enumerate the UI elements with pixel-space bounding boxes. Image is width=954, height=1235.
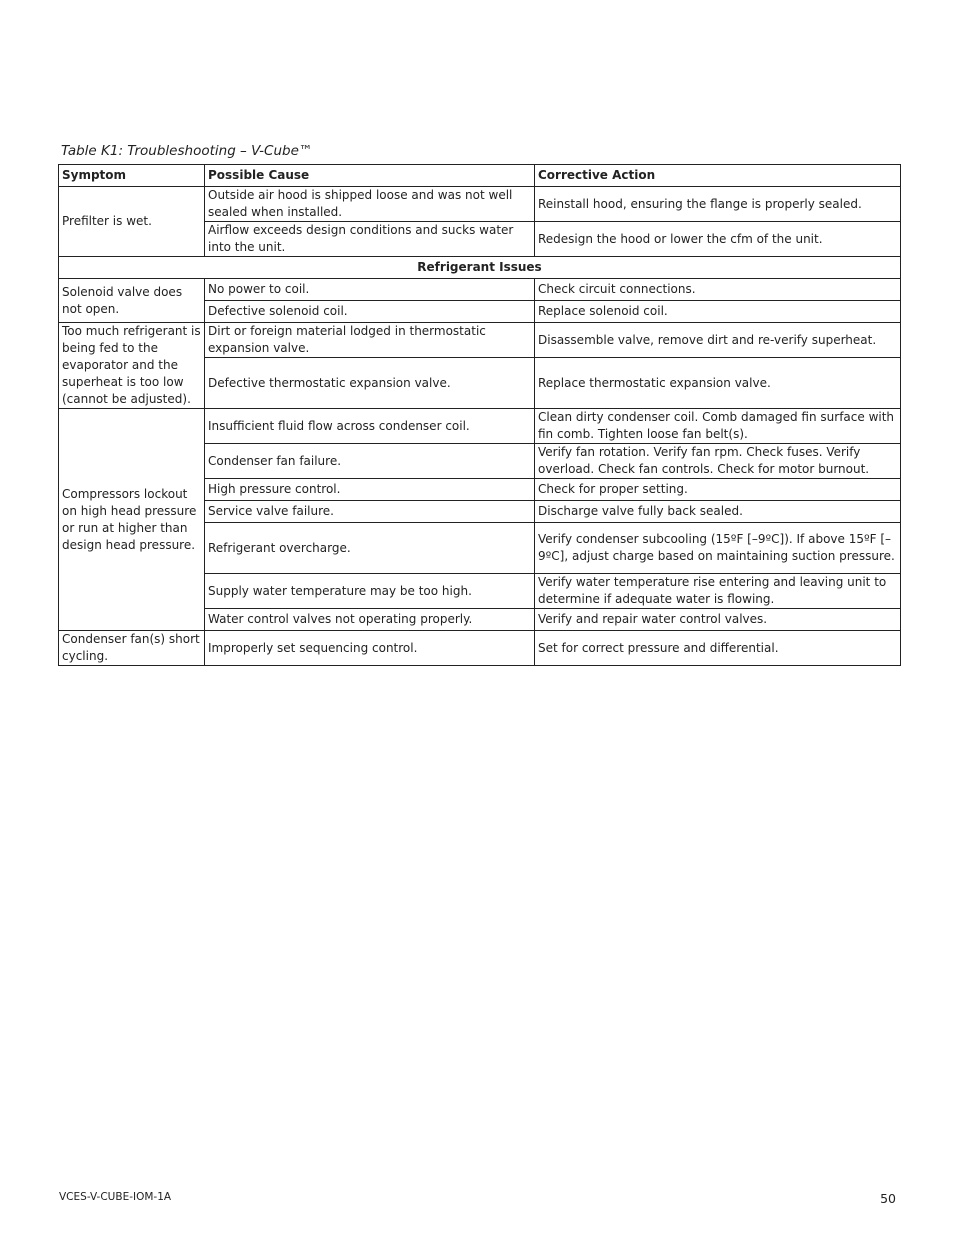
header-symptom: Symptom	[59, 165, 205, 187]
cause-cell: Condenser fan failure.	[205, 444, 535, 479]
action-cell: Replace solenoid coil.	[535, 301, 901, 323]
action-cell: Set for correct pressure and differential.	[535, 631, 901, 666]
cause-cell: Outside air hood is shipped loose and was not well sealed when installed.	[205, 187, 535, 222]
cause-cell: Defective thermostatic expansion valve.	[205, 358, 535, 409]
page-number: 50	[880, 1191, 896, 1206]
symptom-cell: Too much refrigerant is being fed to the evaporator and the superheat is too low (cannot be adjusted).	[59, 323, 205, 409]
action-cell: Clean dirty condenser coil. Comb damaged fin surface with fin comb. Tighten loose fan belt(s).	[535, 409, 901, 444]
troubleshooting-table	[58, 164, 901, 666]
cause-cell: Defective solenoid coil.	[205, 301, 535, 323]
cause-cell: Dirt or foreign material lodged in thermostatic expansion valve.	[205, 323, 535, 358]
cause-cell: Airflow exceeds design conditions and sucks water into the unit.	[205, 222, 535, 257]
action-cell: Replace thermostatic expansion valve.	[535, 358, 901, 409]
cause-cell: Insufficient fluid flow across condenser coil.	[205, 409, 535, 444]
symptom-cell: Compressors lockout on high head pressure or run at higher than design head pressure.	[59, 409, 205, 631]
section-title: Refrigerant Issues	[59, 257, 901, 279]
cause-cell: High pressure control.	[205, 479, 535, 501]
cause-cell: Water control valves not operating properly.	[205, 609, 535, 631]
action-cell: Disassemble valve, remove dirt and re-verify superheat.	[535, 323, 901, 358]
action-cell: Discharge valve fully back sealed.	[535, 501, 901, 523]
action-cell: Verify and repair water control valves.	[535, 609, 901, 631]
cause-cell: Improperly set sequencing control.	[205, 631, 535, 666]
action-cell: Verify fan rotation. Verify fan rpm. Check fuses. Verify overload. Check fan controls. Check for motor burnout.	[535, 444, 901, 479]
action-cell: Redesign the hood or lower the cfm of the unit.	[535, 222, 901, 257]
header-possible-cause: Possible Cause	[205, 165, 535, 187]
action-cell: Reinstall hood, ensuring the flange is properly sealed.	[535, 187, 901, 222]
action-cell: Verify condenser subcooling (15ºF [–9ºC]). If above 15ºF [–9ºC], adjust charge based on maintaining suction pressure.	[535, 523, 901, 574]
symptom-cell: Prefilter is wet.	[59, 187, 205, 257]
cause-cell: Refrigerant overcharge.	[205, 523, 535, 574]
action-cell: Verify water temperature rise entering and leaving unit to determine if adequate water is flowing.	[535, 574, 901, 609]
cause-cell: Service valve failure.	[205, 501, 535, 523]
header-corrective-action: Corrective Action	[535, 165, 901, 187]
table-caption: Table K1: Troubleshooting – V-Cube™	[61, 143, 313, 159]
cause-cell: No power to coil.	[205, 279, 535, 301]
document-id: VCES-V-CUBE-IOM-1A	[59, 1191, 172, 1203]
action-cell: Check for proper setting.	[535, 479, 901, 501]
table-header-row	[59, 165, 901, 187]
table-row	[59, 409, 901, 444]
symptom-cell: Solenoid valve does not open.	[59, 279, 205, 323]
table-row	[59, 631, 901, 666]
table-row	[59, 279, 901, 301]
symptom-cell: Condenser fan(s) short cycling.	[59, 631, 205, 666]
table-row	[59, 323, 901, 358]
table-row	[59, 187, 901, 222]
section-row	[59, 257, 901, 279]
cause-cell: Supply water temperature may be too high.	[205, 574, 535, 609]
action-cell: Check circuit connections.	[535, 279, 901, 301]
